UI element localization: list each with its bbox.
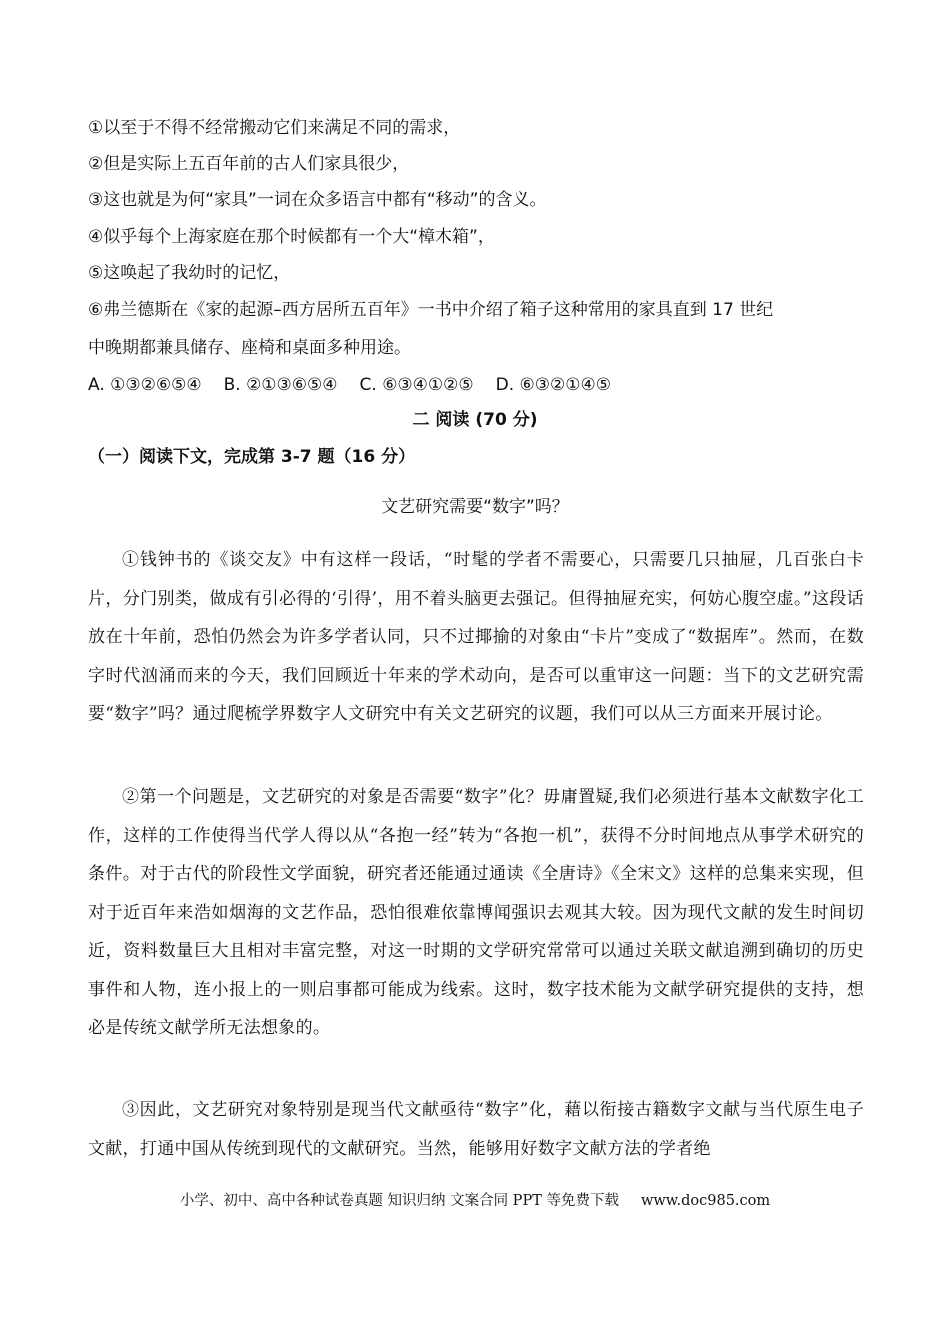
article-paragraph-2: ②第一个问题是，文艺研究的对象是否需要“数字”化？毋庸置疑,我们必须进行基本文献数字化工作，这样的工作使得当代学人得以从“各抱一经”转为“各抱一机”，获得不分时间地点从事学术研究的条件。对于古代的阶段性文学面貌，研究者还能通过通读《全唐诗》《全宋文》这样的总集来实现，但对于近百年来浩如烟海的文艺作品，恐怕很难依靠博闻强识去观其大较。因为现代文献的发生时间切近，资料数量巨大且相对丰富完整，对这一时期的文学研究常常可以通过关联文献追溯到确切的历史事件和人物，连小报上的一则启事都可能成为线索。这时，数字技术能为文献学研究提供的支持，想必是传统文献学所无法想象的。: [88, 787, 864, 1038]
question-item-5: ⑤这唤起了我幼时的记忆，: [88, 263, 291, 283]
option-c: C. ⑥③④①②⑤: [359, 375, 474, 395]
option-b: B. ②①③⑥⑤④: [223, 375, 338, 395]
answer-options: [88, 373, 611, 397]
article-paragraph-1: ①钱钟书的《谈交友》中有这样一段话，“时髦的学者不需要心，只需要几只抽屉，几百张白卡片，分门别类，做成有引必得的‘引得’，用不着头脑更去强记。但得抽屉充实，何妨心腹空虚。”这段话放在十年前，恐怕仍然会为许多学者认同，只不过揶揄的对象由“卡片”变成了“数据库”。然而，在数字时代汹涌而来的今天，我们回顾近十年来的学术动向，是否可以重审这一问题：当下的文艺研究需要“数字”吗？通过爬梳学界数字人文研究中有关文艺研究的议题，我们可以从三方面来开展讨论。: [88, 550, 864, 724]
article-title: 文艺研究需要“数字”吗？: [381, 497, 569, 517]
question-item-2: ②但是实际上五百年前的古人们家具很少，: [88, 154, 410, 174]
question-item-1: ①以至于不得不经常搬动它们来满足不同的需求，: [88, 118, 461, 138]
question-item-6-continued: 中晚期都兼具储存、座椅和桌面多种用途。: [88, 338, 411, 358]
page-footer: [0, 1191, 950, 1211]
footer-url: www.doc985.com: [640, 1193, 771, 1209]
question-item-4: ④似乎每个上海家庭在那个时候都有一个大“樟木箱”，: [88, 227, 495, 247]
footer-text: 小学、初中、高中各种试卷真题 知识归纳 文案合同 PPT 等免费下载: [179, 1193, 619, 1209]
option-d: D. ⑥③②①④⑤: [495, 375, 611, 395]
sub-heading: （一）阅读下文，完成第 3-7 题（16 分）: [88, 447, 416, 467]
question-item-6: ⑥弗兰德斯在《家的起源–西方居所五百年》一书中介绍了箱子这种常用的家具直到 17 世纪: [88, 300, 774, 320]
section-title: 二 阅读 (70 分): [412, 410, 538, 430]
option-a: A. ①③②⑥⑤④: [88, 375, 202, 395]
question-item-3: ③这也就是为何“家具”一词在众多语言中都有“移动”的含义。: [88, 190, 547, 210]
article-paragraph-3: ③因此，文艺研究对象特别是现当代文献亟待“数字”化，藉以衔接古籍数字文献与当代原生电子文献，打通中国从传统到现代的文献研究。当然，能够用好数字文献方法的学者绝: [88, 1100, 864, 1159]
